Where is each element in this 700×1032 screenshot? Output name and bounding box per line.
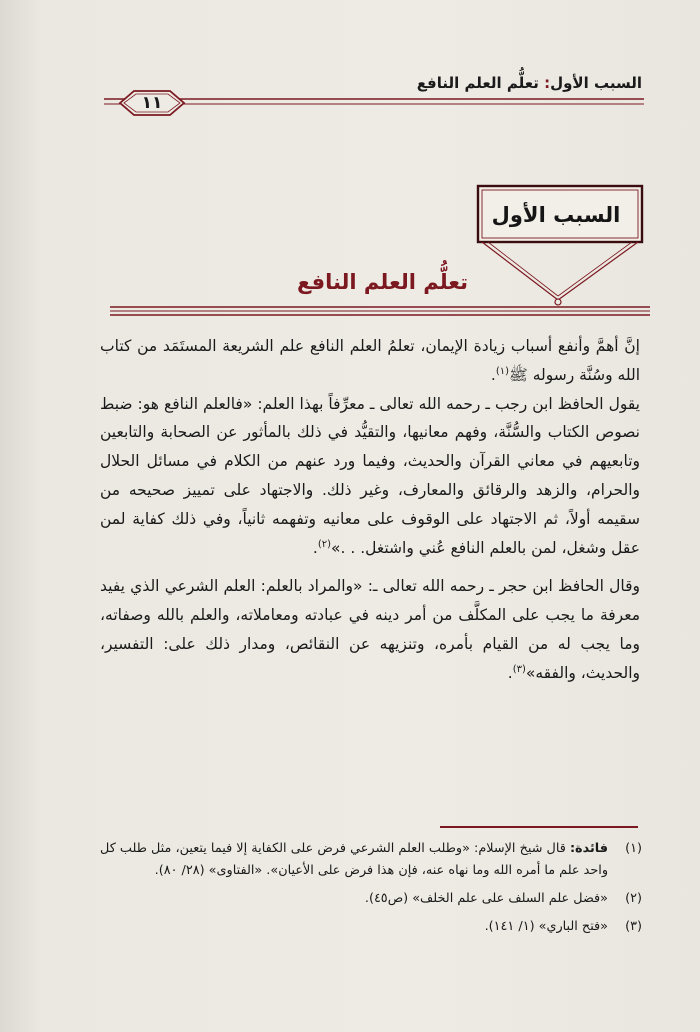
paragraph-end: . [490,365,496,384]
section-title: تعلُّم العلم النافع [296,270,468,294]
paragraph [100,390,640,563]
footnote-text [100,838,608,882]
footnote [100,838,642,882]
page-number: ١١ [141,93,163,113]
footnote-body: «فضل علم السلف على علم الخلف» (ص٤٥). [364,891,608,906]
section-label: السبب الأول [491,203,621,227]
paragraph-end: . [507,663,513,682]
footnote-lead: فائدة: [569,841,608,856]
body-text [100,332,640,688]
running-header [417,74,642,92]
footnote-body: قال شيخ الإسلام: «وطلب العلم الشرعي فرض على الكفاية إلا فيما يتعين، مثل طلب كل واحد علم ما أمره الله وما نهاه عنه، فإن هذا فرض على الأعيان». «الفتاوى» (٢٨/ ٨٠). [100,841,608,878]
footnote-text [100,888,608,910]
footnote-text [100,916,608,938]
footnote-ref: (١) [495,365,510,377]
footnote-number: (١) [625,841,642,856]
paragraph [100,572,640,687]
paragraph-text: وقال الحافظ ابن حجر ـ رحمه الله تعالى ـ: «والمراد بالعلم: العلم الشرعي الذي يفيد معرفة ما يجب على المكلَّف من أمر دينه في عبادته ومعاملاته، والعلم بالله وصفاته، وما يجب له من القيام بأمره، وتنزيهه عن النقائص، ومدار ذلك على: التفسير، والحديث، والفقه» [100,577,640,682]
footnote [100,888,642,910]
running-header-prefix: السبب الأول [550,74,642,92]
footnote-ref: (٢) [317,538,332,550]
footnotes [100,838,642,944]
footnote-ref: (٣) [512,663,526,675]
footnote [100,916,642,938]
running-header-colon: : [544,74,551,92]
footnote-separator [440,826,638,828]
footnote-number: (٢) [625,891,642,906]
footnote-number: (٣) [625,919,642,934]
running-header-title: تعلُّم العلم النافع [416,74,545,92]
paragraph-end: . [312,538,318,557]
paragraph-text: يقول الحافظ ابن رجب ـ رحمه الله تعالى ـ معرِّفاً بهذا العلم: «فالعلم النافع هو: ضبط نصوص الكتاب والسُّنَّة، وفهم معانيها، والتقيُّد في ذلك بالمأثور عن الصحابة والتابعين وتابعيهم في معاني القرآن والحديث، وفيما ورد عنهم من الكلام في مسائل الحلال والحرام، والزهد والرقائق والمعارف، وغير ذلك. والاجتهاد على تمييز صحيحه من سقيمه أولاً، ثم الاجتهاد على الوقوف على معانيه وتفهمه ثانياً، وفي ذلك كفاية لمن عقل وشغل، لمن بالعلم النافع عُني واشتغل. . .» [100,394,640,557]
paragraph-text: إنَّ أهمَّ وأنفع أسباب زيادة الإيمان، تعلمُ العلم النافع علم الشريعة المستَمَد من كتاب الله وسُنَّة رسوله ﷺ [100,337,640,384]
footnote-body: «فتح الباري» (١/ ١٤١). [484,919,608,934]
paragraph [100,332,640,390]
